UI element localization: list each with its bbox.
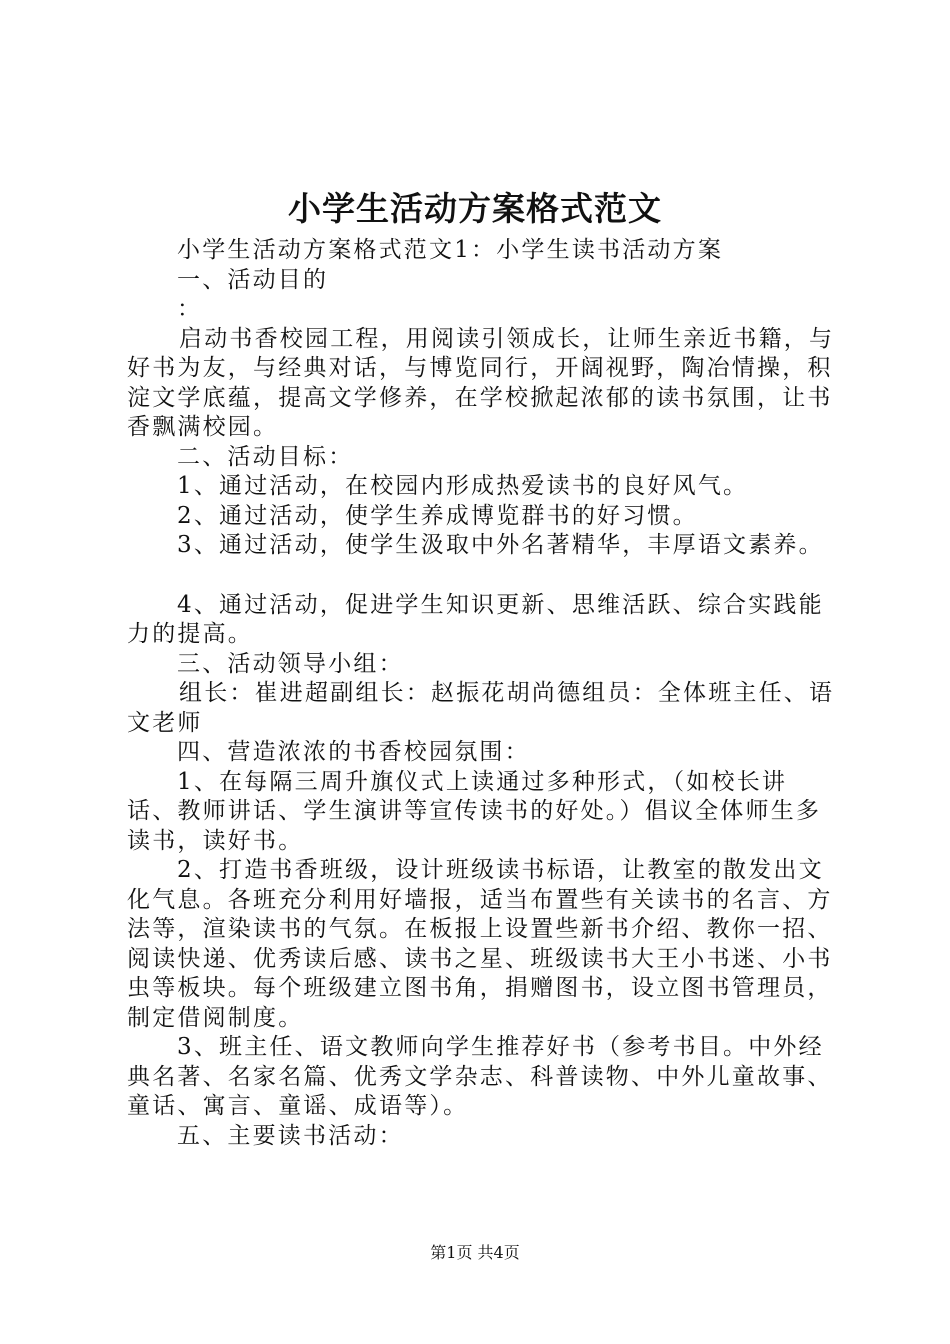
paragraph-leaders-body: 组长：崔进超副组长：赵振花胡尚德组员：全体班主任、语文老师 (127, 680, 835, 736)
page-number: 第1页 共4页 (430, 1243, 520, 1262)
document-body (127, 236, 837, 1151)
paragraph-heading-goals: 二、活动目标： (177, 443, 354, 470)
paragraph-spacer (127, 561, 837, 591)
paragraph-atmosphere-1: 1、在每隔三周升旗仪式上读通过多种形式，（如校长讲话、教师讲话、学生演讲等宣传读书的好处。）倡议全体师生多读书，读好书。 (127, 768, 822, 854)
paragraph-subtitle: 小学生活动方案格式范文1：小学生读书活动方案 (177, 237, 724, 263)
document-title: 小学生活动方案格式范文 (288, 189, 662, 228)
paragraph-atmosphere-2: 2、打造书香班级，设计班级读书标语，让教室的散发出文化气息。各班充分利用好墙报，适当布置些有关读书的名言、方法等，渲染读书的气氛。在板报上设置些新书介绍、教你一招、阅读快递、优秀读后感、读书之星、班级读书大王小书迷、小书虫等板块。每个班级建立图书角，捐赠图书，设立图书管理员，制定借阅制度。 (127, 857, 833, 1031)
paragraph-heading-leaders: 三、活动领导小组： (177, 650, 404, 677)
paragraph-colon: ： (177, 296, 203, 322)
paragraph-goal-2: 2、通过活动，使学生养成博览群书的好习惯。 (177, 502, 698, 529)
paragraph-goal-1: 1、通过活动，在校园内形成热爱读书的良好风气。 (177, 473, 749, 499)
paragraph-goal-4: 4、通过活动，促进学生知识更新、思维活跃、综合实践能力的提高。 (127, 591, 824, 647)
paragraph-goal-3: 3、通过活动，使学生汲取中外名著精华，丰厚语文素养。 (177, 532, 824, 558)
paragraph-atmosphere-3: 3、班主任、语文教师向学生推荐好书（参考书目。中外经典名著、名家名篇、优秀文学杂志、科普读物、中外儿童故事、童话、寓言、童谣、成语等）。 (127, 1034, 833, 1119)
paragraph-heading-activities: 五、主要读书活动： (177, 1122, 404, 1149)
paragraph-heading-purpose: 一、活动目的 (177, 266, 329, 293)
paragraph-purpose-body: 启动书香校园工程，用阅读引领成长，让师生亲近书籍，与好书为友，与经典对话，与博览同行，开阔视野，陶冶情操，积淀文学底蕴，提高文学修养，在学校掀起浓郁的读书氛围，让书香飘满校园。 (127, 325, 835, 440)
paragraph-heading-atmosphere: 四、营造浓浓的书香校园氛围： (177, 739, 530, 765)
